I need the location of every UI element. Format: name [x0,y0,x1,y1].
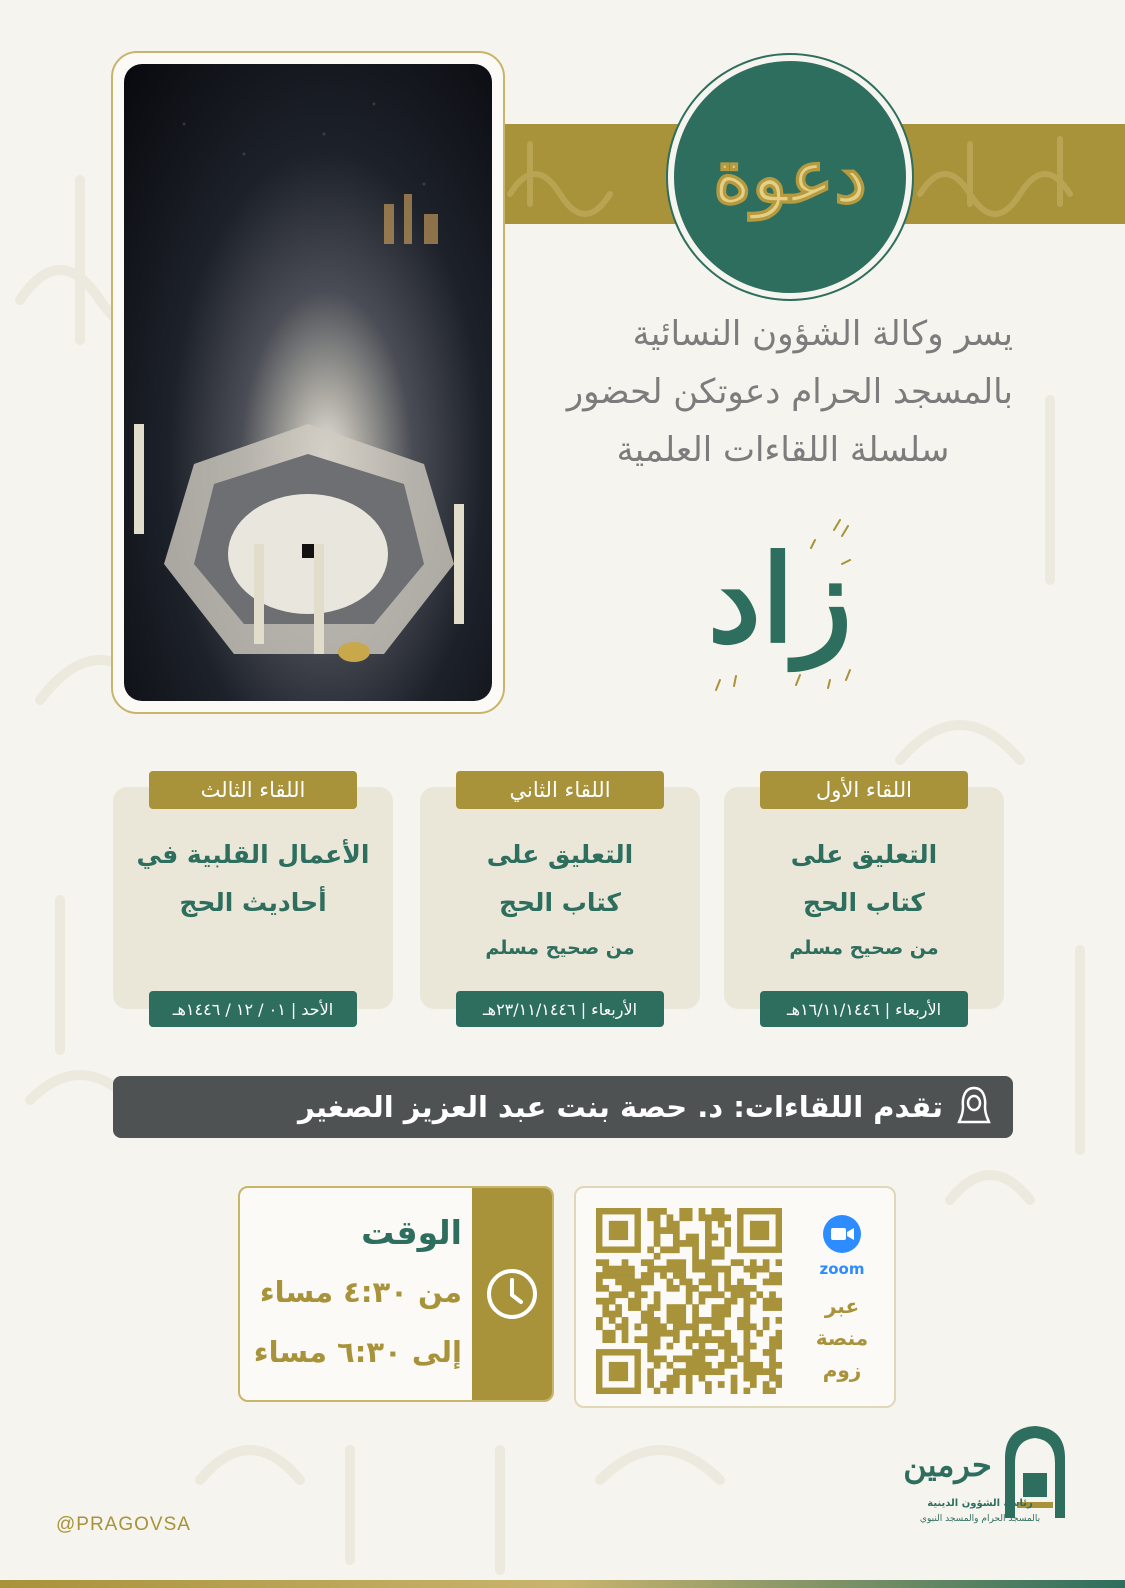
zoom-qr-code[interactable] [596,1208,782,1394]
invite-badge-text: دعوة [712,134,868,220]
session-2-label: اللقاء الثاني [456,771,664,809]
intro-line-3: سلسلة اللقاءات العلمية [616,430,950,470]
zoom-via-text [798,1290,886,1386]
footer-bar [0,1580,1125,1588]
session-2-title-line2: كتاب الحج [499,888,621,917]
intro-text [493,305,1013,479]
time-heading: الوقت [361,1213,462,1252]
logo-line-2: بالمسجد الحرام والمسجد النبوي [919,1514,1041,1524]
zoom-camera-icon [822,1214,862,1254]
invite-badge [668,55,912,299]
session-3-title [123,831,383,927]
session-2-subtitle: من صحيح مسلم [485,937,635,959]
presenter-text: تقدم اللقاءات: د. حصة بنت عبد العزيز الصغير [298,1090,943,1124]
zoom-wordmark: zoom [819,1260,865,1278]
session-3-title-line1: الأعمال القلبية في [136,840,370,869]
session-1-title [734,831,994,927]
via-line-2: منصة [815,1326,869,1350]
haramain-logo [895,1418,1075,1538]
grand-mosque-photo [124,64,492,701]
clock-icon [472,1188,552,1400]
time-to: إلى ٦:٣٠ مساء [253,1335,462,1369]
series-title: زاد [707,529,853,670]
presenter-bar [113,1076,1013,1138]
session-2-title [430,831,690,927]
session-2-title-line1: التعليق على [486,840,634,869]
session-3-date: الأحد | ٠١ / ١٢ / ١٤٤٦هـ [149,991,357,1027]
session-3-label: اللقاء الثالث [149,771,357,809]
session-card-1 [724,778,1004,1019]
zoom-logo [808,1214,876,1278]
logo-line-1: رئاسة الشؤون الدينية [927,1498,1033,1509]
session-card-3 [113,778,393,1019]
logo-calligraphy: حرمين [903,1446,992,1484]
social-handle[interactable]: @PRAGOVSA [56,1514,191,1535]
time-box [238,1186,554,1402]
presenter-woman-icon [957,1085,991,1129]
session-1-date: الأربعاء | ١٦/١١/١٤٤٦هـ [760,991,968,1027]
session-3-title-line2: أحاديث الحج [179,888,327,917]
session-2-date: الأربعاء | ٢٣/١١/١٤٤٦هـ [456,991,664,1027]
intro-line-1: يسر وكالة الشؤون النسائية [632,314,1013,354]
session-1-subtitle: من صحيح مسلم [789,937,939,959]
zoom-box [574,1186,896,1408]
session-1-title-line2: كتاب الحج [803,888,925,917]
intro-line-2: بالمسجد الحرام دعوتكن لحضور [566,372,1013,412]
via-line-1: عبر [824,1294,860,1318]
time-from: من ٤:٣٠ مساء [259,1275,462,1309]
session-card-2 [420,778,700,1019]
via-line-3: زوم [822,1358,862,1382]
session-1-label: اللقاء الأول [760,771,968,809]
session-1-title-line1: التعليق على [790,840,938,869]
